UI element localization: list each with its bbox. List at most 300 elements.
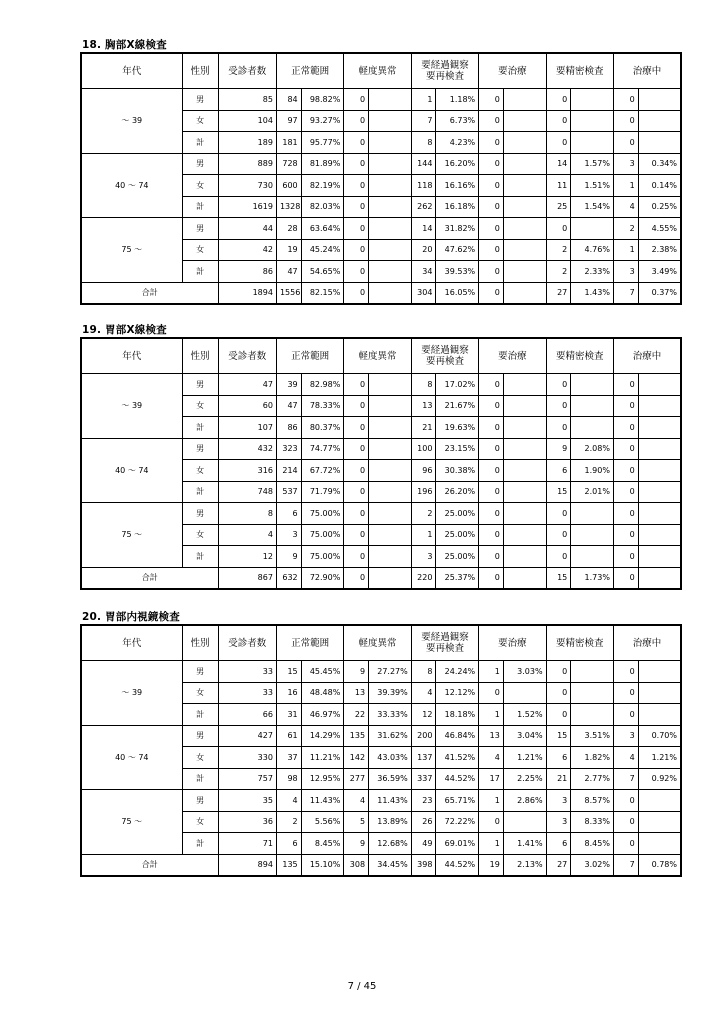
sex-cell: 男 [182,89,218,111]
table-row [81,374,681,396]
count-cell: 34 [411,261,436,283]
count-cell: 0 [479,811,504,833]
percent-cell: 23.15% [436,438,479,460]
percent-cell: 30.38% [436,460,479,482]
sex-cell: 女 [182,239,218,261]
percent-cell [638,682,681,704]
percent-cell: 75.00% [301,546,344,568]
header-normal: 正常範囲 [276,338,343,374]
percent-cell: 0.14% [638,175,681,197]
section-title-chest-xray: 18. 胸部X線検査 [82,39,167,51]
examinees-cell: 432 [218,438,276,460]
percent-cell: 36.59% [369,768,412,790]
count-cell: 0 [479,438,504,460]
percent-cell [503,567,546,589]
page-number: 7 / 45 [347,981,377,992]
count-cell: 0 [479,374,504,396]
examinees-cell: 60 [218,395,276,417]
percent-cell: 81.89% [301,153,344,175]
count-cell: 0 [546,218,571,240]
percent-cell: 46.97% [301,704,344,726]
percent-cell: 1.43% [571,282,614,304]
section-title-stomach-xray: 19. 胃部X線検査 [82,324,167,336]
examinees-cell: 33 [218,661,276,683]
count-cell: 728 [276,153,301,175]
percent-cell: 80.37% [301,417,344,439]
percent-cell: 39.39% [369,682,412,704]
header-age: 年代 [81,625,182,661]
count-cell: 8 [411,132,436,154]
percent-cell [503,110,546,132]
header-under-treatment: 治療中 [613,338,681,374]
count-cell: 0 [479,153,504,175]
percent-cell [503,132,546,154]
percent-cell: 72.90% [301,567,344,589]
percent-cell [369,110,412,132]
count-cell: 1 [479,790,504,812]
examinees-cell: 85 [218,89,276,111]
percent-cell: 1.41% [503,833,546,855]
header-recheck [411,625,478,661]
percent-cell: 44.52% [436,768,479,790]
header-recheck-line1: 要経過観察 [421,345,469,356]
percent-cell [503,395,546,417]
age-group-cell: 40 ～ 74 [81,438,182,503]
count-cell: 0 [613,546,638,568]
percent-cell [503,261,546,283]
header-treatment: 要治療 [479,53,546,89]
sex-cell: 計 [182,546,218,568]
count-cell: 4 [479,747,504,769]
percent-cell [571,395,614,417]
count-cell: 1556 [276,282,301,304]
sex-cell: 男 [182,790,218,812]
sex-cell: 計 [182,768,218,790]
percent-cell [571,546,614,568]
sex-cell: 計 [182,132,218,154]
sex-cell: 計 [182,196,218,218]
percent-cell: 31.62% [369,725,412,747]
percent-cell [638,438,681,460]
percent-cell: 0.37% [638,282,681,304]
count-cell: 0 [613,417,638,439]
count-cell: 9 [344,661,369,683]
percent-cell: 8.33% [571,811,614,833]
percent-cell [638,704,681,726]
header-treatment: 要治療 [479,338,546,374]
percent-cell: 1.21% [638,747,681,769]
count-cell: 0 [344,438,369,460]
percent-cell: 93.27% [301,110,344,132]
count-cell: 28 [276,218,301,240]
examinees-cell: 894 [218,854,276,876]
percent-cell [369,132,412,154]
percent-cell: 12.68% [369,833,412,855]
count-cell: 1 [613,175,638,197]
percent-cell [503,175,546,197]
count-cell: 0 [344,524,369,546]
count-cell: 0 [479,261,504,283]
table-row [81,89,681,111]
count-cell: 31 [276,704,301,726]
examinees-cell: 35 [218,790,276,812]
percent-cell: 3.51% [571,725,614,747]
percent-cell: 16.20% [436,153,479,175]
count-cell: 6 [546,833,571,855]
percent-cell [369,460,412,482]
count-cell: 0 [344,89,369,111]
percent-cell: 2.01% [571,481,614,503]
header-recheck-line2: 要再検査 [425,643,464,654]
count-cell: 1 [411,524,436,546]
header-under-treatment: 治療中 [613,53,681,89]
count-cell: 22 [344,704,369,726]
count-cell: 6 [276,503,301,525]
header-recheck [411,53,478,89]
percent-cell: 31.82% [436,218,479,240]
sex-cell: 女 [182,811,218,833]
percent-cell [503,153,546,175]
examinees-cell: 889 [218,153,276,175]
count-cell: 14 [546,153,571,175]
percent-cell: 1.82% [571,747,614,769]
count-cell: 6 [276,833,301,855]
count-cell: 3 [613,153,638,175]
count-cell: 0 [479,682,504,704]
percent-cell: 4.55% [638,218,681,240]
header-row [81,338,681,374]
count-cell: 181 [276,132,301,154]
percent-cell: 3.03% [503,661,546,683]
header-examinees: 受診者数 [218,625,276,661]
count-cell: 0 [613,503,638,525]
count-cell: 0 [479,481,504,503]
count-cell: 11 [546,175,571,197]
percent-cell: 74.77% [301,438,344,460]
count-cell: 0 [479,417,504,439]
percent-cell [571,661,614,683]
count-cell: 19 [276,239,301,261]
sex-cell: 計 [182,704,218,726]
count-cell: 21 [411,417,436,439]
header-detailed: 要精密検査 [546,625,613,661]
percent-cell [503,417,546,439]
count-cell: 0 [546,524,571,546]
count-cell: 21 [546,768,571,790]
sex-cell: 女 [182,175,218,197]
percent-cell: 44.52% [436,854,479,876]
count-cell: 142 [344,747,369,769]
count-cell: 0 [546,546,571,568]
count-cell: 47 [276,395,301,417]
count-cell: 13 [479,725,504,747]
percent-cell [503,89,546,111]
sex-cell: 計 [182,833,218,855]
count-cell: 0 [613,524,638,546]
percent-cell: 15.10% [301,854,344,876]
count-cell: 2 [546,261,571,283]
percent-cell [369,438,412,460]
percent-cell: 2.38% [638,239,681,261]
count-cell: 84 [276,89,301,111]
percent-cell: 11.21% [301,747,344,769]
percent-cell: 72.22% [436,811,479,833]
count-cell: 0 [344,546,369,568]
sex-cell: 男 [182,153,218,175]
count-cell: 137 [411,747,436,769]
header-sex: 性別 [182,53,218,89]
table-stomach-xray [80,337,682,590]
percent-cell: 0.92% [638,768,681,790]
count-cell: 0 [344,460,369,482]
percent-cell [571,704,614,726]
sex-cell: 計 [182,261,218,283]
count-cell: 1 [479,704,504,726]
count-cell: 0 [479,395,504,417]
percent-cell [369,417,412,439]
age-group-cell: 40 ～ 74 [81,153,182,218]
percent-cell [503,546,546,568]
count-cell: 4 [344,790,369,812]
percent-cell: 47.62% [436,239,479,261]
percent-cell [369,218,412,240]
percent-cell [638,833,681,855]
percent-cell [503,374,546,396]
percent-cell: 82.03% [301,196,344,218]
count-cell: 26 [411,811,436,833]
percent-cell [571,132,614,154]
percent-cell [369,175,412,197]
percent-cell: 2.86% [503,790,546,812]
sex-cell: 女 [182,460,218,482]
percent-cell: 0.78% [638,854,681,876]
count-cell: 4 [613,747,638,769]
header-row [81,53,681,89]
count-cell: 7 [411,110,436,132]
examinees-cell: 86 [218,261,276,283]
count-cell: 0 [546,704,571,726]
header-sex: 性別 [182,338,218,374]
count-cell: 220 [411,567,436,589]
percent-cell: 3.04% [503,725,546,747]
total-label: 合計 [81,282,218,304]
count-cell: 3 [276,524,301,546]
percent-cell: 6.73% [436,110,479,132]
examinees-cell: 66 [218,704,276,726]
percent-cell: 25.00% [436,546,479,568]
table-chest-xray [80,52,682,305]
percent-cell: 34.45% [369,854,412,876]
count-cell: 1 [479,661,504,683]
count-cell: 20 [411,239,436,261]
percent-cell: 14.29% [301,725,344,747]
sex-cell: 男 [182,725,218,747]
percent-cell [638,481,681,503]
count-cell: 15 [546,725,571,747]
percent-cell: 8.45% [301,833,344,855]
examinees-cell: 748 [218,481,276,503]
count-cell: 3 [546,811,571,833]
percent-cell [571,417,614,439]
percent-cell: 45.24% [301,239,344,261]
count-cell: 0 [344,567,369,589]
percent-cell [369,524,412,546]
percent-cell: 0.70% [638,725,681,747]
count-cell: 537 [276,481,301,503]
percent-cell: 16.18% [436,196,479,218]
count-cell: 17 [479,768,504,790]
examinees-cell: 757 [218,768,276,790]
percent-cell: 45.45% [301,661,344,683]
age-group-cell: ～ 39 [81,374,182,439]
sex-cell: 男 [182,218,218,240]
percent-cell [369,89,412,111]
count-cell: 0 [613,567,638,589]
percent-cell: 1.52% [503,704,546,726]
percent-cell: 46.84% [436,725,479,747]
sex-cell: 女 [182,110,218,132]
examinees-cell: 8 [218,503,276,525]
percent-cell: 2.33% [571,261,614,283]
count-cell: 97 [276,110,301,132]
percent-cell [638,503,681,525]
examinees-cell: 4 [218,524,276,546]
count-cell: 135 [276,854,301,876]
count-cell: 19 [479,854,504,876]
percent-cell [571,89,614,111]
percent-cell: 4.23% [436,132,479,154]
examinees-cell: 1619 [218,196,276,218]
percent-cell [638,132,681,154]
count-cell: 15 [546,481,571,503]
percent-cell [638,417,681,439]
percent-cell: 75.00% [301,524,344,546]
count-cell: 98 [276,768,301,790]
count-cell: 13 [411,395,436,417]
count-cell: 600 [276,175,301,197]
percent-cell [503,438,546,460]
header-sex: 性別 [182,625,218,661]
percent-cell [503,218,546,240]
count-cell: 7 [613,282,638,304]
percent-cell [369,282,412,304]
percent-cell: 65.71% [436,790,479,812]
count-cell: 214 [276,460,301,482]
examinees-cell: 71 [218,833,276,855]
percent-cell: 2.13% [503,854,546,876]
count-cell: 0 [344,261,369,283]
examinees-cell: 1894 [218,282,276,304]
percent-cell: 25.00% [436,503,479,525]
count-cell: 0 [613,811,638,833]
examinees-cell: 104 [218,110,276,132]
count-cell: 0 [546,89,571,111]
table-row [81,790,681,812]
percent-cell: 8.57% [571,790,614,812]
header-age: 年代 [81,53,182,89]
count-cell: 0 [344,132,369,154]
percent-cell: 82.98% [301,374,344,396]
percent-cell [369,153,412,175]
count-cell: 0 [344,395,369,417]
count-cell: 9 [344,833,369,855]
count-cell: 0 [613,89,638,111]
percent-cell [369,196,412,218]
percent-cell: 21.67% [436,395,479,417]
percent-cell: 71.79% [301,481,344,503]
percent-cell: 13.89% [369,811,412,833]
percent-cell: 16.05% [436,282,479,304]
sex-cell: 女 [182,524,218,546]
header-age: 年代 [81,338,182,374]
percent-cell [638,790,681,812]
count-cell: 0 [344,282,369,304]
count-cell: 3 [411,546,436,568]
count-cell: 47 [276,261,301,283]
percent-cell [369,261,412,283]
sex-cell: 女 [182,682,218,704]
examinees-cell: 44 [218,218,276,240]
count-cell: 1 [411,89,436,111]
count-cell: 277 [344,768,369,790]
percent-cell [571,524,614,546]
percent-cell: 2.25% [503,768,546,790]
total-label: 合計 [81,854,218,876]
examinees-cell: 33 [218,682,276,704]
count-cell: 15 [276,661,301,683]
percent-cell: 1.51% [571,175,614,197]
percent-cell: 8.45% [571,833,614,855]
examinees-cell: 107 [218,417,276,439]
count-cell: 3 [613,261,638,283]
count-cell: 0 [613,661,638,683]
header-recheck [411,338,478,374]
sex-cell: 男 [182,374,218,396]
percent-cell [638,460,681,482]
count-cell: 262 [411,196,436,218]
percent-cell: 2.08% [571,438,614,460]
count-cell: 3 [613,725,638,747]
percent-cell: 67.72% [301,460,344,482]
percent-cell [503,460,546,482]
age-group-cell: 40 ～ 74 [81,725,182,790]
count-cell: 4 [613,196,638,218]
age-group-cell: ～ 39 [81,89,182,154]
count-cell: 135 [344,725,369,747]
count-cell: 27 [546,854,571,876]
percent-cell: 16.16% [436,175,479,197]
count-cell: 37 [276,747,301,769]
count-cell: 7 [613,768,638,790]
age-group-cell: 75 ～ [81,218,182,283]
count-cell: 0 [613,704,638,726]
count-cell: 25 [546,196,571,218]
count-cell: 0 [546,395,571,417]
count-cell: 23 [411,790,436,812]
percent-cell: 24.24% [436,661,479,683]
count-cell: 304 [411,282,436,304]
header-detailed: 要精密検査 [546,53,613,89]
header-examinees: 受診者数 [218,53,276,89]
count-cell: 0 [546,682,571,704]
percent-cell: 25.37% [436,567,479,589]
count-cell: 1 [613,239,638,261]
sex-cell: 男 [182,503,218,525]
examinees-cell: 189 [218,132,276,154]
count-cell: 8 [411,661,436,683]
count-cell: 0 [344,110,369,132]
count-cell: 0 [613,481,638,503]
